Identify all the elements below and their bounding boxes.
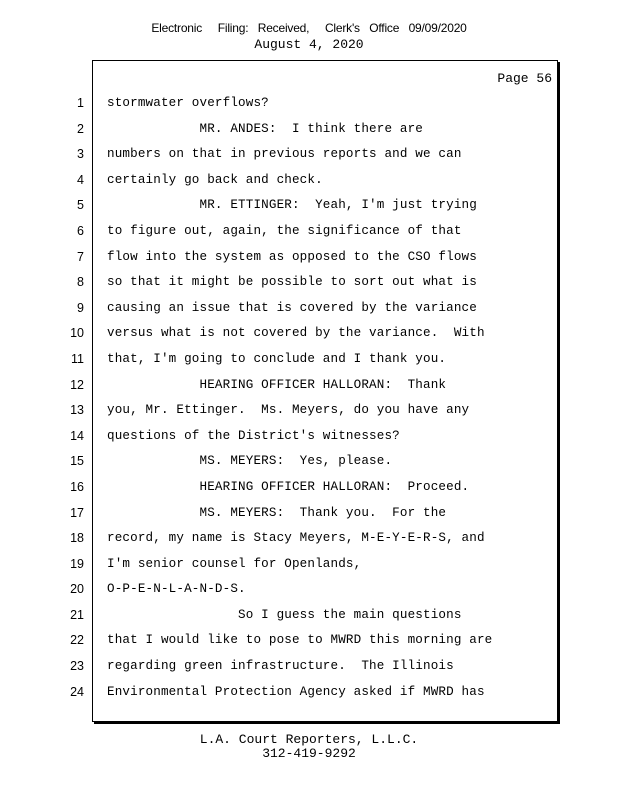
line-number: 11 — [71, 351, 84, 366]
transcript-line: Environmental Protection Agency asked if MWRD has — [107, 684, 485, 699]
transcript-line: causing an issue that is covered by the variance — [107, 300, 477, 315]
line-number: 9 — [77, 300, 84, 315]
line-number: 17 — [70, 505, 84, 520]
transcript-line: stormwater overflows? — [107, 96, 269, 110]
line-number: 3 — [77, 147, 84, 162]
hearing-date: August 4, 2020 — [254, 37, 364, 52]
line-number: 13 — [70, 403, 84, 418]
transcript-line: you, Mr. Ettinger. Ms. Meyers, do you have any — [107, 403, 470, 418]
line-number: 22 — [70, 633, 84, 648]
transcript-line: so that it might be possible to sort out what is — [107, 275, 477, 290]
transcript-line: record, my name is Stacy Meyers, M-E-Y-E-R-S, and — [107, 531, 485, 546]
line-number: 5 — [77, 198, 84, 213]
line-number-column — [58, 94, 88, 708]
line-number: 7 — [77, 249, 84, 264]
transcript-line: MR. ANDES: I think there are — [107, 121, 424, 136]
transcript-line: HEARING OFFICER HALLORAN: Proceed. — [107, 479, 470, 494]
transcript-line: MR. ETTINGER: Yeah, I'm just trying — [107, 198, 477, 213]
transcript-line: So I guess the main questions — [107, 607, 462, 622]
line-number: 14 — [70, 428, 84, 443]
transcript-line: versus what is not covered by the variance. With — [107, 326, 485, 341]
line-number: 8 — [77, 275, 84, 290]
line-number: 4 — [77, 172, 84, 187]
line-number: 15 — [70, 454, 84, 469]
line-number: 10 — [70, 326, 84, 341]
line-number: 24 — [70, 684, 84, 699]
court-reporter-phone: 312-419-9292 — [262, 746, 356, 761]
line-number: 20 — [70, 582, 84, 597]
transcript-line: that, I'm going to conclude and I thank you. — [107, 351, 447, 366]
transcript-line: regarding green infrastructure. The Illinois — [107, 659, 454, 674]
transcript-line: O-P-E-N-L-A-N-D-S. — [107, 582, 246, 597]
transcript-line: MS. MEYERS: Thank you. For the — [107, 505, 447, 520]
line-number: 12 — [70, 377, 84, 392]
transcript-line: certainly go back and check. — [107, 172, 323, 187]
line-number: 2 — [77, 121, 84, 136]
transcript-line: numbers on that in previous reports and we can — [107, 147, 462, 162]
transcript-line: I'm senior counsel for Openlands, — [107, 556, 362, 571]
transcript-line: questions of the District's witnesses? — [107, 428, 400, 443]
line-number: 6 — [77, 223, 84, 238]
transcript-line: that I would like to pose to MWRD this morning are — [107, 633, 493, 648]
filing-stamp: Electronic Filing: Received, Clerk's Office 09/09/2020 — [151, 21, 467, 35]
transcript-line: flow into the system as opposed to the CSO flows — [107, 249, 477, 264]
line-number: 19 — [70, 556, 84, 571]
line-number: 16 — [70, 479, 84, 494]
line-number: 1 — [77, 96, 84, 110]
court-reporter-name: L.A. Court Reporters, L.L.C. — [199, 732, 419, 747]
transcript-line: HEARING OFFICER HALLORAN: Thank — [107, 377, 447, 392]
page-number: Page 56 — [497, 71, 552, 86]
line-number: 18 — [70, 531, 84, 546]
transcript-line: to figure out, again, the significance of that — [107, 223, 462, 238]
transcript-line: MS. MEYERS: Yes, please. — [107, 454, 393, 469]
transcript-text — [107, 94, 547, 708]
line-number: 23 — [70, 659, 84, 674]
line-number: 21 — [70, 607, 84, 622]
